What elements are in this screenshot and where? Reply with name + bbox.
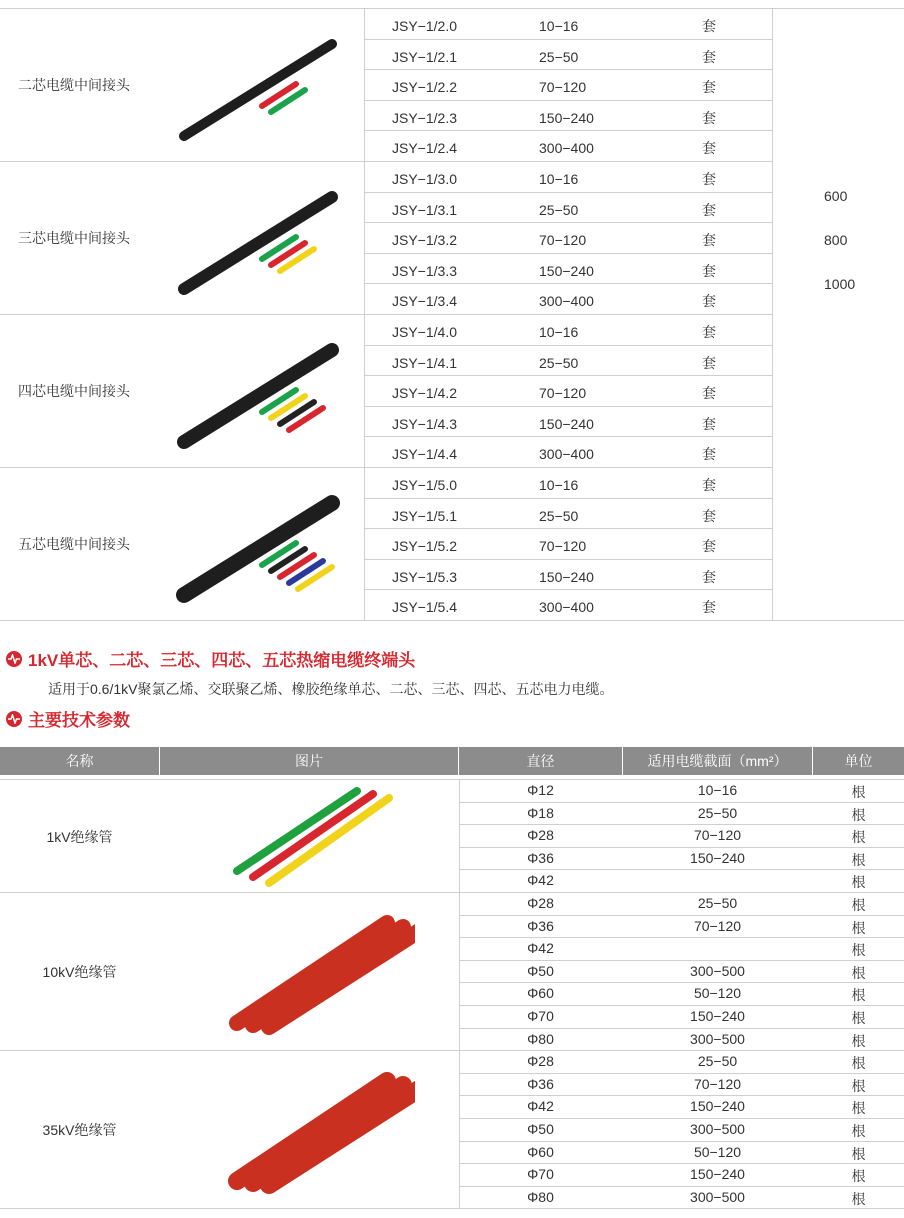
joint-range: 10−16 [539,477,579,493]
voltage-1000: 1000 [824,276,856,292]
joint-group-name: 五芯电缆中间接头 [18,536,130,552]
params-section-title: 主要技术参数 [28,711,130,730]
section-range: 25−50 [697,1053,738,1070]
insulation-name: 1kV绝缘管 [46,828,113,845]
joint-image [170,175,350,305]
joint-model: JSY−1/2.2 [392,79,457,96]
terminal-section-description: 适用于0.6/1kV聚氯乙烯、交联聚乙烯、橡胶绝缘单芯、二芯、三芯、四芯、五芯电力电缆。 [48,681,614,697]
joint-range: 150−240 [539,415,594,432]
params-table-header [0,747,904,775]
joint-unit: 套 [702,415,716,432]
row-divider [364,192,772,193]
table-row-line [459,802,904,803]
core-tube [298,567,332,589]
section-range: 25−50 [697,804,738,821]
table-row-line [459,915,904,916]
joint-model: JSY−1/4.2 [392,385,457,402]
diameter-value: Φ70 [527,1166,554,1183]
insulation-name: 35kV绝缘管 [42,1122,117,1139]
table-row-line [459,847,904,848]
row-divider [364,130,772,131]
joint-model: JSY−1/3.1 [392,201,457,218]
tube [253,927,403,1025]
joint-unit: 套 [702,79,716,96]
joint-range: 70−120 [539,79,587,96]
row-divider [364,222,772,223]
joint-model: JSY−1/5.3 [392,568,457,585]
joint-model: JSY−1/3.2 [392,232,457,249]
group-divider [0,467,772,468]
joint-model: JSY−1/5.0 [392,477,457,493]
section-range: 70−120 [693,1075,742,1092]
terminal-section-heading [6,646,415,671]
insulation-tube-image [215,901,415,1041]
unit-value: 根 [851,851,866,868]
joint-unit: 套 [702,109,716,126]
tube [253,1085,403,1183]
joint-unit: 套 [702,201,716,218]
unit-value: 根 [851,942,866,959]
joint-model: JSY−1/3.3 [392,262,457,279]
table-row-line [459,1163,904,1164]
unit-value: 根 [851,987,866,1004]
joint-image [170,481,350,611]
black-sleeve [184,350,332,442]
insulation-tube-image [215,782,415,889]
row-divider [364,436,772,437]
joint-range: 25−50 [539,354,579,371]
diameter-value: Φ50 [527,962,554,979]
tube [253,794,373,877]
group-divider [0,1208,904,1209]
row-divider [364,253,772,254]
core-tube [289,561,323,583]
diameter-value: Φ18 [527,804,554,821]
unit-value: 根 [851,1123,866,1139]
joint-range: 150−240 [539,568,594,585]
joint-range: 150−240 [539,262,594,279]
joint-range: 300−400 [539,140,594,157]
joint-model: JSY−1/3.0 [392,171,457,187]
row-divider [364,406,772,407]
diameter-value: Φ60 [527,985,554,1002]
unit-value: 根 [851,897,866,913]
row-divider [364,559,772,560]
column-line [459,779,460,1208]
joint-range: 10−16 [539,18,579,34]
column-line [772,8,773,620]
terminal-section-title: 1kV单芯、二芯、三芯、四芯、五芯热缩电缆终端头 [28,651,416,670]
row-divider [364,498,772,499]
table-row-line [459,960,904,961]
unit-value: 根 [851,919,866,936]
joint-range: 70−120 [539,385,587,402]
section-range: 50−120 [693,985,742,1002]
core-tube [280,249,314,271]
joint-model: JSY−1/2.3 [392,109,457,126]
joint-range: 300−400 [539,293,594,310]
core-tube [271,549,305,571]
diameter-value: Φ28 [527,827,554,844]
joint-range: 25−50 [539,201,579,218]
unit-value: 根 [851,1190,866,1207]
core-tube [280,402,314,424]
joint-unit: 套 [702,18,716,34]
diameter-value: Φ36 [527,917,554,934]
joint-unit: 套 [702,293,716,310]
row-divider [364,39,772,40]
joint-group-name: 四芯电缆中间接头 [18,383,130,399]
diameter-value: Φ80 [527,1188,554,1205]
section-range: 25−50 [697,895,738,911]
joint-range: 25−50 [539,507,579,524]
group-divider [0,620,904,621]
unit-value: 根 [851,784,866,800]
header-name: 名称 [65,753,94,769]
table-row-line [0,779,904,780]
section-range: 150−240 [690,1008,745,1024]
core-tube [271,396,305,418]
joint-range: 10−16 [539,171,579,187]
joint-model: JSY−1/3.4 [392,293,457,310]
table-row-line [459,1028,904,1029]
joint-unit: 套 [702,385,716,402]
black-sleeve [184,44,332,136]
joint-unit: 套 [702,477,716,493]
joint-range: 70−120 [539,538,587,555]
diameter-value: Φ80 [527,1030,554,1047]
section-range: 300−500 [690,1030,745,1047]
joint-model: JSY−1/5.1 [392,507,457,524]
row-divider [364,375,772,376]
diameter-value: Φ42 [527,872,554,889]
section-range: 300−500 [690,1188,745,1205]
joint-model: JSY−1/4.4 [392,446,457,463]
unit-value: 根 [851,1145,866,1162]
header-unit: 单位 [844,753,873,769]
voltage-600: 600 [824,188,848,204]
joint-model: JSY−1/2.0 [392,18,457,34]
table-row-line [459,1141,904,1142]
section-range: 300−500 [690,1121,745,1137]
row-divider [364,283,772,284]
table-row-line [459,1095,904,1096]
joint-image [170,22,350,152]
joint-group-name: 三芯电缆中间接头 [18,230,130,246]
joint-model: JSY−1/2.1 [392,48,457,65]
joint-unit: 套 [702,507,716,524]
group-divider [0,161,772,162]
core-tube [280,555,314,577]
joint-unit: 套 [702,262,716,279]
header-section: 适用电缆截面（mm²） [647,753,788,769]
table-row-line [459,982,904,983]
header-image: 图片 [295,753,323,769]
core-tube [271,90,305,112]
unit-value: 根 [851,806,866,823]
params-section-heading [6,706,130,731]
row-divider [364,589,772,590]
insulation-name: 10kV绝缘管 [42,964,117,981]
joint-unit: 套 [702,48,716,65]
unit-value: 根 [851,874,866,891]
section-range: 150−240 [690,1098,745,1115]
wave-icon [6,711,22,727]
joint-unit: 套 [702,538,716,555]
unit-value: 根 [851,1168,866,1185]
section-range: 150−240 [690,1166,745,1183]
unit-value: 根 [851,964,866,981]
unit-value: 根 [851,1010,866,1026]
unit-value: 根 [851,1055,866,1072]
row-divider [364,100,772,101]
table-row-line [459,937,904,938]
table-top-border [0,8,904,9]
joint-model: JSY−1/2.4 [392,140,457,157]
core-tube [289,408,323,430]
joint-unit: 套 [702,354,716,371]
joint-unit: 套 [702,599,716,616]
joint-unit: 套 [702,140,716,157]
diameter-value: Φ70 [527,1008,554,1024]
joint-range: 25−50 [539,48,579,65]
diameter-value: Φ50 [527,1121,554,1137]
wave-icon [6,651,22,667]
group-divider [0,314,772,315]
section-range: 50−120 [693,1143,742,1160]
joint-model: JSY−1/4.3 [392,415,457,432]
table-row-line [459,1005,904,1006]
joint-model: JSY−1/5.2 [392,538,457,555]
unit-value: 根 [851,1032,866,1049]
section-range: 300−500 [690,962,745,979]
diameter-value: Φ60 [527,1143,554,1160]
table-row-line [459,1118,904,1119]
joint-unit: 套 [702,232,716,249]
diameter-value: Φ12 [527,782,554,798]
unit-value: 根 [851,829,866,846]
joint-group-name: 二芯电缆中间接头 [18,77,130,93]
joint-range: 300−400 [539,446,594,463]
section-range: 10−16 [697,782,738,798]
joint-range: 300−400 [539,599,594,616]
diameter-value: Φ36 [527,1075,554,1092]
joint-unit: 套 [702,446,716,463]
unit-value: 根 [851,1100,866,1117]
joint-model: JSY−1/5.4 [392,599,457,616]
joint-unit: 套 [702,324,716,340]
joint-model: JSY−1/4.0 [392,324,457,340]
row-divider [364,528,772,529]
diameter-value: Φ36 [527,849,554,866]
section-range: 70−120 [693,917,742,934]
joint-range: 150−240 [539,109,594,126]
joint-unit: 套 [702,171,716,187]
joint-model: JSY−1/4.1 [392,354,457,371]
unit-value: 根 [851,1077,866,1094]
table-row-line [459,1073,904,1074]
diameter-value: Φ28 [527,1053,554,1070]
joint-unit: 套 [702,568,716,585]
group-divider [0,892,904,893]
joint-range: 10−16 [539,324,579,340]
row-divider [364,69,772,70]
core-tube [271,243,305,265]
table-row-line [459,1186,904,1187]
row-divider [364,345,772,346]
joint-image [170,328,350,458]
group-divider [0,1050,904,1051]
table-row-line [459,824,904,825]
diameter-value: Φ42 [527,1098,554,1115]
diameter-value: Φ28 [527,895,554,911]
black-sleeve [184,197,332,289]
table-row-line [459,869,904,870]
column-line [364,8,365,620]
header-diameter: 直径 [526,753,555,769]
section-range: 70−120 [693,827,742,844]
insulation-tube-image [215,1059,415,1199]
diameter-value: Φ42 [527,940,554,957]
joint-range: 70−120 [539,232,587,249]
section-range: 150−240 [690,849,745,866]
voltage-800: 800 [824,232,848,248]
